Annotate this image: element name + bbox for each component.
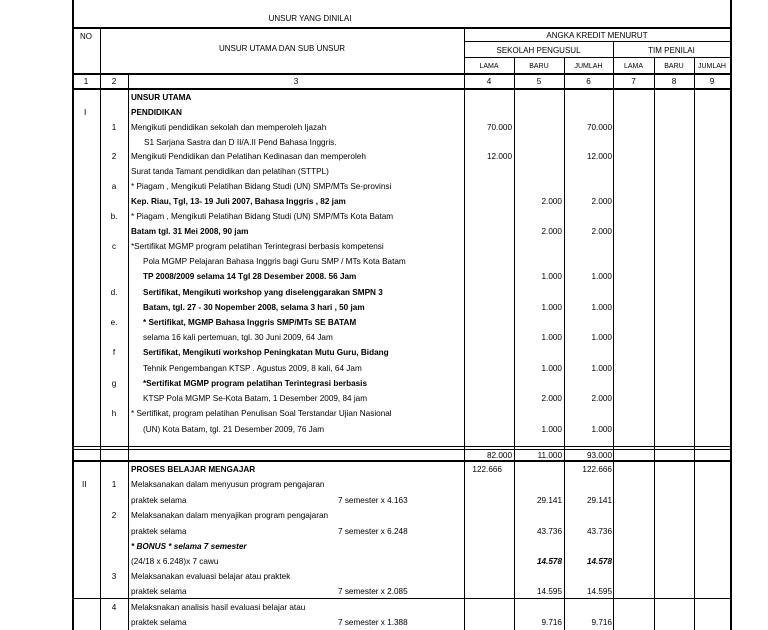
- col-line-tim: [613, 42, 614, 630]
- item-c-line-1: *Sertifikat MGMP program pelatihan Terintegrasi berbasis kompetensi: [131, 242, 384, 251]
- item-1-line-1: Mengikuti pendidikan sekolah dan memperoleh Ijazah: [131, 123, 327, 132]
- angka-kredit-header: ANGKA KREDIT MENURUT: [546, 31, 648, 40]
- jumlah-header-2: JUMLAH: [697, 63, 726, 70]
- pbm-item-1-baru: 29.141: [536, 496, 562, 505]
- colnum-4: 4: [486, 77, 492, 86]
- tim-penilai-header: TIM PENILAI: [648, 46, 695, 55]
- col-line-baru: [514, 58, 515, 630]
- item-a-baru: 2.000: [541, 197, 562, 206]
- jumlah-header-1: JUMLAH: [574, 63, 603, 70]
- pbm-bonus-line: * BONUS * selama 7 semester: [131, 542, 247, 551]
- pbm-item-4-baru: 9.716: [541, 618, 562, 627]
- col-line-lama: [464, 28, 465, 630]
- item-e-line-2: selama 16 kali pertemuan, tgl. 30 Juni 2009, 64 Jam: [143, 333, 333, 342]
- pbm-item-no-3: 3: [111, 572, 117, 581]
- item-2-lama: 12.000: [486, 152, 512, 161]
- section-title-unsur-utama: UNSUR UTAMA: [131, 93, 192, 102]
- item-no-2: 2: [111, 152, 117, 161]
- item-a-line-2: Kep. Riau, Tgl, 13- 19 Juli 2007, Bahasa Inggris , 82 jam: [131, 197, 346, 206]
- item-2-jumlah: 12.000: [586, 152, 612, 161]
- pbm-item-no-2: 2: [111, 511, 117, 520]
- header-bottom-line: [72, 73, 732, 75]
- item-f-line-1: Sertifikat, Mengikuti workshop Peningkatan Mutu Guru, Bidang: [143, 348, 389, 357]
- item-g-line-2: KTSP Pola MGMP Se-Kota Batam, 1 Desember 2009, 84 jam: [143, 394, 368, 403]
- total-lama: 82.000: [486, 451, 512, 460]
- pbm-bonus-jumlah: 14.578: [586, 557, 612, 566]
- row-divider: [72, 598, 732, 599]
- colnum-7: 7: [631, 77, 636, 86]
- item-no-e: e.: [110, 318, 118, 327]
- subgroup-line: [464, 57, 732, 58]
- item-d-line-2: Batam, tgl. 27 - 30 Nopember 2008, selama 3 hari , 50 jam: [143, 303, 365, 312]
- pbm-item-2-calc: 7 semester x 6.248: [338, 527, 408, 536]
- item-c-jumlah: 1.000: [591, 272, 612, 281]
- item-h-line-1: * Sertifikat, program pelatihan Penulisan Soal Terstandar Ujian Nasional: [131, 409, 392, 418]
- item-g-baru: 2.000: [541, 394, 562, 403]
- pbm-item-1-line-1: Melaksanakan dalam menyusun program pengajaran: [131, 480, 325, 489]
- item-no-h: h: [111, 409, 117, 418]
- unsur-utama-header: UNSUR UTAMA DAN SUB UNSUR: [218, 44, 346, 53]
- pbm-bonus-calc: (24/18 x 6.248)x 7 cawu: [131, 557, 219, 566]
- baru-header-1: BARU: [529, 63, 549, 70]
- pbm-item-2-jumlah: 43.736: [586, 527, 612, 536]
- item-2-line-1: Mengikuti Pendidikan dan Pelatihan Kedinasan dan memperoleh: [131, 152, 366, 161]
- item-h-line-2: (UN) Kota Batam, tgl. 21 Desember 2009, 76 Jam: [143, 425, 325, 434]
- colnum-5: 5: [536, 77, 542, 86]
- item-b-line-1: * Piagam , Mengikuti Pelatihan Bidang Studi (UN) SMP/MTs Kota Batam: [131, 212, 394, 221]
- item-c-baru: 1.000: [541, 272, 562, 281]
- lama-header-2: LAMA: [623, 63, 644, 70]
- pbm-item-3-baru: 14.595: [536, 587, 562, 596]
- pbm-item-2-line-2: praktek selama: [131, 527, 187, 536]
- pbm-item-3-line-2: praktek selama: [131, 587, 187, 596]
- item-d-line-1: Sertifikat, Mengikuti workshop yang diselenggarakan SMPN 3: [143, 288, 383, 297]
- pbm-bonus-baru: 14.578: [536, 557, 562, 566]
- col-line-sub: [128, 74, 129, 630]
- item-g-line-1: *Sertifikat MGMP program pelatihan Terintegrasi berbasis: [143, 379, 368, 388]
- pbm-lama: 122.666: [472, 465, 502, 474]
- baru-header-2: BARU: [664, 63, 684, 70]
- item-2-line-2: Surat tanda Tamant pendidikan dan pelatihan (STTPL): [131, 167, 329, 176]
- item-1-jumlah: 70.000: [586, 123, 612, 132]
- pbm-item-no-1: 1: [111, 480, 117, 489]
- item-d-jumlah: 1.000: [591, 303, 612, 312]
- colnum-8: 8: [671, 77, 677, 86]
- pbm-item-3-line-1: Melaksanakan evaluasi belajar atau praktek: [131, 572, 291, 581]
- item-no-c: c: [111, 242, 117, 251]
- item-no-b: b.: [110, 212, 118, 221]
- unsur-dinilai-label: UNSUR YANG DINILAI: [268, 14, 352, 23]
- pbm-item-4-jumlah: 9.716: [591, 618, 612, 627]
- item-e-line-1: * Sertifikat, MGMP Bahasa Inggris SMP/MTs SE BATAM: [143, 318, 357, 327]
- col-line-tim-baru: [654, 58, 655, 630]
- pbm-jumlah: 122.666: [582, 465, 612, 474]
- item-no-1: 1: [111, 123, 117, 132]
- pbm-item-3-jumlah: 14.595: [586, 587, 612, 596]
- section-roman-1: I: [84, 108, 87, 117]
- pbm-item-no-4: 4: [111, 603, 117, 612]
- lama-header-1: LAMA: [479, 63, 499, 70]
- colnum-2: 2: [111, 77, 117, 86]
- pbm-item-2-line-1: Melaksanakan dalam menyajikan program pengajaran: [131, 511, 329, 520]
- item-h-jumlah: 1.000: [591, 425, 612, 434]
- col-line-jumlah: [564, 58, 565, 630]
- colnum-6: 6: [586, 77, 591, 86]
- total-bottom-line: [72, 460, 732, 462]
- item-e-baru: 1.000: [541, 333, 562, 342]
- colnum-9: 9: [709, 77, 715, 86]
- colnum-1: 1: [83, 77, 89, 86]
- table-border-right: [730, 0, 732, 630]
- sekolah-pengusul-header: SEKOLAH PENGUSUL: [496, 46, 581, 55]
- total-jumlah: 93.000: [586, 451, 612, 460]
- item-c-line-2: Pola MGMP Pelajaran Bahasa Inggris bagi Guru SMP / MTs Kota Batam: [143, 257, 406, 266]
- item-d-baru: 1.000: [541, 303, 562, 312]
- item-b-jumlah: 2.000: [591, 227, 612, 236]
- item-e-jumlah: 1.000: [591, 333, 612, 342]
- no-header: NO: [80, 32, 92, 41]
- item-a-line-1: * Piagam , Mengikuti Pelatihan Bidang Studi (UN) SMP/MTs Se-provinsi: [131, 182, 392, 191]
- section-title-pbm: PROSES BELAJAR MENGAJAR: [131, 465, 256, 474]
- col-line-no: [100, 28, 101, 630]
- item-h-baru: 1.000: [541, 425, 562, 434]
- item-1-lama: 70.000: [486, 123, 512, 132]
- item-f-line-2: Tehnik Pengembangan KTSP . Agustus 2009, 8 kali, 64 Jam: [143, 364, 362, 373]
- item-no-f: f: [112, 348, 116, 357]
- table-border-left: [72, 0, 74, 630]
- angka-kredit-line: [464, 41, 732, 42]
- pbm-item-1-jumlah: 29.141: [586, 496, 612, 505]
- section-subtitle-pendidikan: PENDIDIKAN: [131, 108, 182, 117]
- item-g-jumlah: 2.000: [591, 394, 612, 403]
- pbm-item-4-calc: 7 semester x 1.388: [338, 618, 408, 627]
- item-f-baru: 1.000: [541, 364, 562, 373]
- pbm-item-1-calc: 7 semester x 4.163: [338, 496, 408, 505]
- pbm-item-3-calc: 7 semester x 2.085: [338, 587, 408, 596]
- col-line-tim-jumlah: [694, 58, 695, 630]
- header-top-line: [72, 27, 732, 29]
- pbm-item-2-baru: 43.736: [536, 527, 562, 536]
- item-c-line-3: TP 2008/2009 selama 14 Tgl 28 Desember 2008. 56 Jam: [143, 272, 357, 281]
- total-baru: 11.000: [537, 451, 562, 460]
- colnum-3: 3: [293, 77, 299, 86]
- item-no-d: d.: [110, 288, 118, 297]
- section-roman-2: II: [82, 480, 87, 489]
- item-a-jumlah: 2.000: [591, 197, 612, 206]
- colnum-bottom-line: [72, 88, 732, 90]
- total-top-line-1: [72, 446, 732, 447]
- item-no-a: a: [111, 182, 117, 191]
- pbm-item-1-line-2: praktek selama: [131, 496, 187, 505]
- pbm-item-4-line-2: praktek selama: [131, 618, 187, 627]
- pbm-item-4-line-1: Melaksnakan analisis hasil evaluasi belajar atau: [131, 603, 306, 612]
- total-top-line-2: [72, 449, 732, 450]
- item-no-g: g: [111, 379, 117, 388]
- item-1-line-2: S1 Sarjana Sastra dan D II/A.II Pend Bahasa Inggris.: [144, 138, 337, 147]
- item-b-baru: 2.000: [541, 227, 562, 236]
- item-f-jumlah: 1.000: [591, 364, 612, 373]
- item-b-line-2: Batam tgl. 31 Mei 2008, 90 jam: [131, 227, 249, 236]
